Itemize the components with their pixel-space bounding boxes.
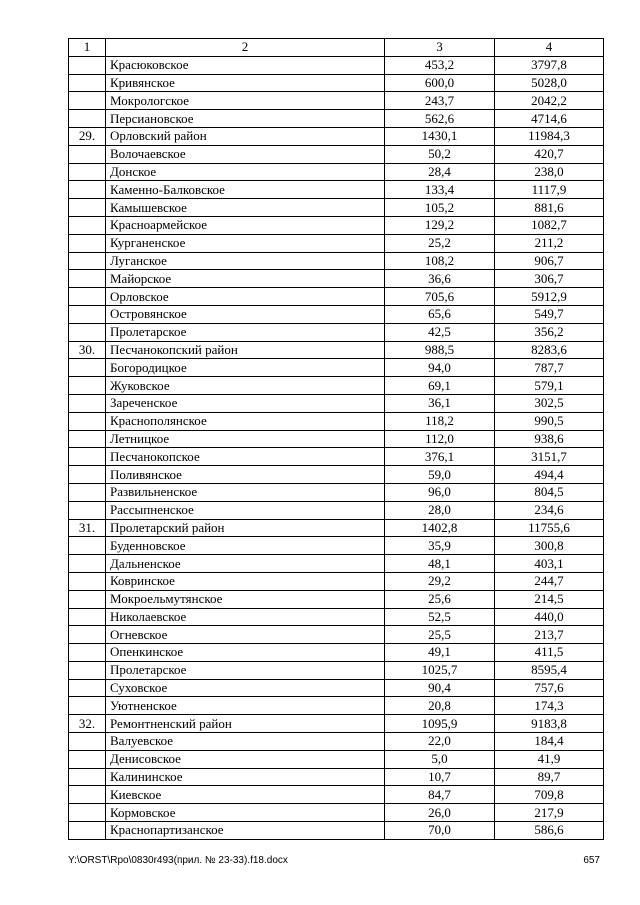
row-number xyxy=(69,56,106,74)
municipality-name: Курганенское xyxy=(106,234,385,252)
municipality-name: Опенкинское xyxy=(106,644,385,662)
value-col-4: 420,7 xyxy=(495,145,604,163)
value-col-3: 133,4 xyxy=(385,181,495,199)
table-row xyxy=(69,804,604,822)
municipality-name: Огневское xyxy=(106,626,385,644)
value-col-3: 1430,1 xyxy=(385,127,495,145)
table-row xyxy=(69,288,604,306)
value-col-3: 26,0 xyxy=(385,804,495,822)
value-col-3: 1402,8 xyxy=(385,519,495,537)
value-col-3: 562,6 xyxy=(385,110,495,128)
value-col-3: 50,2 xyxy=(385,145,495,163)
value-col-4: 709,8 xyxy=(495,786,604,804)
value-col-4: 1082,7 xyxy=(495,216,604,234)
value-col-4: 214,5 xyxy=(495,590,604,608)
municipality-name: Песчанокопское xyxy=(106,448,385,466)
value-col-4: 938,6 xyxy=(495,430,604,448)
value-col-3: 94,0 xyxy=(385,359,495,377)
value-col-3: 453,2 xyxy=(385,56,495,74)
row-number xyxy=(69,483,106,501)
table-row xyxy=(69,252,604,270)
value-col-4: 579,1 xyxy=(495,377,604,395)
row-number xyxy=(69,412,106,430)
header-col-3: 3 xyxy=(385,39,495,57)
value-col-4: 8283,6 xyxy=(495,341,604,359)
value-col-4: 213,7 xyxy=(495,626,604,644)
table-row xyxy=(69,608,604,626)
municipality-name: Ковринское xyxy=(106,572,385,590)
table-row xyxy=(69,661,604,679)
value-col-4: 440,0 xyxy=(495,608,604,626)
footer-page-number: 657 xyxy=(583,855,600,866)
value-col-4: 494,4 xyxy=(495,466,604,484)
table-row xyxy=(69,768,604,786)
municipality-name: Островянское xyxy=(106,305,385,323)
table-row xyxy=(69,92,604,110)
value-col-4: 804,5 xyxy=(495,483,604,501)
municipality-name: Орловское xyxy=(106,288,385,306)
value-col-4: 238,0 xyxy=(495,163,604,181)
data-table-body xyxy=(69,39,604,840)
table-row xyxy=(69,199,604,217)
table-row xyxy=(69,715,604,733)
table-row xyxy=(69,448,604,466)
municipality-name: Развильненское xyxy=(106,483,385,501)
value-col-3: 1095,9 xyxy=(385,715,495,733)
table-row xyxy=(69,74,604,92)
value-col-3: 705,6 xyxy=(385,288,495,306)
value-col-3: 84,7 xyxy=(385,786,495,804)
value-col-4: 244,7 xyxy=(495,572,604,590)
municipality-name: Николаевское xyxy=(106,608,385,626)
row-number xyxy=(69,804,106,822)
row-number xyxy=(69,377,106,395)
table-header-row xyxy=(69,39,604,57)
table-row xyxy=(69,377,604,395)
municipality-name: Рассыпненское xyxy=(106,501,385,519)
value-col-3: 25,2 xyxy=(385,234,495,252)
municipality-name: Суховское xyxy=(106,679,385,697)
value-col-4: 787,7 xyxy=(495,359,604,377)
row-number xyxy=(69,448,106,466)
table-row xyxy=(69,555,604,573)
row-number xyxy=(69,786,106,804)
value-col-3: 29,2 xyxy=(385,572,495,590)
row-number: 32. xyxy=(69,715,106,733)
table-row xyxy=(69,270,604,288)
municipality-name: Песчанокопский район xyxy=(106,341,385,359)
header-col-4: 4 xyxy=(495,39,604,57)
row-number xyxy=(69,822,106,840)
table-row xyxy=(69,110,604,128)
value-col-3: 42,5 xyxy=(385,323,495,341)
row-number xyxy=(69,234,106,252)
value-col-4: 586,6 xyxy=(495,822,604,840)
value-col-3: 243,7 xyxy=(385,92,495,110)
row-number xyxy=(69,679,106,697)
row-number xyxy=(69,661,106,679)
value-col-3: 22,0 xyxy=(385,733,495,751)
value-col-4: 300,8 xyxy=(495,537,604,555)
row-number: 31. xyxy=(69,519,106,537)
value-col-3: 35,9 xyxy=(385,537,495,555)
value-col-4: 906,7 xyxy=(495,252,604,270)
row-number xyxy=(69,74,106,92)
value-col-3: 36,6 xyxy=(385,270,495,288)
table-row xyxy=(69,733,604,751)
row-number xyxy=(69,181,106,199)
value-col-4: 211,2 xyxy=(495,234,604,252)
value-col-4: 4714,6 xyxy=(495,110,604,128)
value-col-3: 70,0 xyxy=(385,822,495,840)
row-number xyxy=(69,394,106,412)
municipality-name: Мокрологское xyxy=(106,92,385,110)
table-row xyxy=(69,359,604,377)
municipality-name: Донское xyxy=(106,163,385,181)
municipality-name: Киевское xyxy=(106,786,385,804)
municipality-name: Жуковское xyxy=(106,377,385,395)
row-number: 29. xyxy=(69,127,106,145)
row-number xyxy=(69,359,106,377)
row-number xyxy=(69,145,106,163)
row-number xyxy=(69,750,106,768)
municipality-name: Луганское xyxy=(106,252,385,270)
value-col-4: 411,5 xyxy=(495,644,604,662)
municipality-name: Зареченское xyxy=(106,394,385,412)
row-number xyxy=(69,555,106,573)
value-col-4: 2042,2 xyxy=(495,92,604,110)
row-number xyxy=(69,697,106,715)
municipality-name: Пролетарское xyxy=(106,323,385,341)
row-number xyxy=(69,305,106,323)
table-row xyxy=(69,430,604,448)
municipality-name: Кормовское xyxy=(106,804,385,822)
value-col-3: 65,6 xyxy=(385,305,495,323)
value-col-4: 8595,4 xyxy=(495,661,604,679)
table-row xyxy=(69,341,604,359)
row-number xyxy=(69,768,106,786)
value-col-3: 69,1 xyxy=(385,377,495,395)
table-row xyxy=(69,216,604,234)
value-col-3: 5,0 xyxy=(385,750,495,768)
value-col-3: 28,0 xyxy=(385,501,495,519)
municipality-name: Краснополянское xyxy=(106,412,385,430)
table-row xyxy=(69,786,604,804)
value-col-4: 3797,8 xyxy=(495,56,604,74)
table-row xyxy=(69,483,604,501)
value-col-4: 11755,6 xyxy=(495,519,604,537)
municipality-name: Красюковское xyxy=(106,56,385,74)
value-col-3: 25,6 xyxy=(385,590,495,608)
table-row xyxy=(69,626,604,644)
row-number xyxy=(69,110,106,128)
value-col-3: 90,4 xyxy=(385,679,495,697)
table-row xyxy=(69,590,604,608)
row-number xyxy=(69,163,106,181)
value-col-3: 118,2 xyxy=(385,412,495,430)
table-row xyxy=(69,466,604,484)
municipality-name: Майорское xyxy=(106,270,385,288)
value-col-4: 990,5 xyxy=(495,412,604,430)
value-col-3: 52,5 xyxy=(385,608,495,626)
value-col-3: 112,0 xyxy=(385,430,495,448)
value-col-3: 59,0 xyxy=(385,466,495,484)
municipality-name: Пролетарский район xyxy=(106,519,385,537)
row-number xyxy=(69,644,106,662)
municipality-name: Уютненское xyxy=(106,697,385,715)
row-number xyxy=(69,608,106,626)
table-row xyxy=(69,412,604,430)
table-row xyxy=(69,822,604,840)
row-number xyxy=(69,590,106,608)
value-col-4: 403,1 xyxy=(495,555,604,573)
municipality-name: Валуевское xyxy=(106,733,385,751)
value-col-4: 306,7 xyxy=(495,270,604,288)
municipality-name: Дальненское xyxy=(106,555,385,573)
row-number xyxy=(69,288,106,306)
row-number xyxy=(69,323,106,341)
municipality-name: Буденновское xyxy=(106,537,385,555)
header-col-1: 1 xyxy=(69,39,106,57)
municipality-name: Ремонтненский район xyxy=(106,715,385,733)
table-row xyxy=(69,181,604,199)
table-row xyxy=(69,750,604,768)
value-col-4: 5912,9 xyxy=(495,288,604,306)
municipality-name: Кривянское xyxy=(106,74,385,92)
municipality-name: Краснопартизанское xyxy=(106,822,385,840)
table-row xyxy=(69,501,604,519)
table-row xyxy=(69,394,604,412)
value-col-4: 11984,3 xyxy=(495,127,604,145)
row-number xyxy=(69,252,106,270)
value-col-3: 1025,7 xyxy=(385,661,495,679)
footer-file-path: Y:\ORST\Rpo\0830r493(прил. № 23-33).f18.docx xyxy=(68,855,288,866)
data-table xyxy=(68,38,604,840)
row-number xyxy=(69,199,106,217)
value-col-4: 234,6 xyxy=(495,501,604,519)
table-row xyxy=(69,145,604,163)
value-col-4: 217,9 xyxy=(495,804,604,822)
table-row xyxy=(69,679,604,697)
row-number xyxy=(69,626,106,644)
value-col-4: 41,9 xyxy=(495,750,604,768)
municipality-name: Калининское xyxy=(106,768,385,786)
table-row xyxy=(69,234,604,252)
municipality-name: Мокроельмутянское xyxy=(106,590,385,608)
value-col-4: 89,7 xyxy=(495,768,604,786)
table-row xyxy=(69,127,604,145)
municipality-name: Каменно-Балковское xyxy=(106,181,385,199)
value-col-4: 174,3 xyxy=(495,697,604,715)
municipality-name: Персиановское xyxy=(106,110,385,128)
table-row xyxy=(69,163,604,181)
row-number: 30. xyxy=(69,341,106,359)
value-col-3: 28,4 xyxy=(385,163,495,181)
value-col-3: 48,1 xyxy=(385,555,495,573)
table-row xyxy=(69,644,604,662)
municipality-name: Летницкое xyxy=(106,430,385,448)
row-number xyxy=(69,733,106,751)
value-col-3: 105,2 xyxy=(385,199,495,217)
municipality-name: Волочаевское xyxy=(106,145,385,163)
row-number xyxy=(69,501,106,519)
value-col-3: 129,2 xyxy=(385,216,495,234)
value-col-3: 49,1 xyxy=(385,644,495,662)
value-col-4: 881,6 xyxy=(495,199,604,217)
value-col-3: 25,5 xyxy=(385,626,495,644)
value-col-4: 3151,7 xyxy=(495,448,604,466)
table-row xyxy=(69,305,604,323)
value-col-4: 302,5 xyxy=(495,394,604,412)
row-number xyxy=(69,537,106,555)
row-number xyxy=(69,270,106,288)
value-col-3: 988,5 xyxy=(385,341,495,359)
row-number xyxy=(69,216,106,234)
row-number xyxy=(69,430,106,448)
municipality-name: Богородицкое xyxy=(106,359,385,377)
row-number xyxy=(69,466,106,484)
value-col-3: 10,7 xyxy=(385,768,495,786)
municipality-name: Красноармейское xyxy=(106,216,385,234)
value-col-4: 184,4 xyxy=(495,733,604,751)
value-col-4: 757,6 xyxy=(495,679,604,697)
municipality-name: Орловский район xyxy=(106,127,385,145)
header-col-2: 2 xyxy=(106,39,385,57)
value-col-4: 1117,9 xyxy=(495,181,604,199)
value-col-3: 108,2 xyxy=(385,252,495,270)
value-col-3: 20,8 xyxy=(385,697,495,715)
value-col-4: 356,2 xyxy=(495,323,604,341)
municipality-name: Поливянское xyxy=(106,466,385,484)
municipality-name: Денисовское xyxy=(106,750,385,768)
value-col-4: 549,7 xyxy=(495,305,604,323)
value-col-4: 9183,8 xyxy=(495,715,604,733)
row-number xyxy=(69,92,106,110)
value-col-3: 96,0 xyxy=(385,483,495,501)
value-col-3: 36,1 xyxy=(385,394,495,412)
table-row xyxy=(69,519,604,537)
municipality-name: Пролетарское xyxy=(106,661,385,679)
table-row xyxy=(69,537,604,555)
table-row xyxy=(69,56,604,74)
table-row xyxy=(69,697,604,715)
table-row xyxy=(69,572,604,590)
table-row xyxy=(69,323,604,341)
value-col-3: 600,0 xyxy=(385,74,495,92)
value-col-3: 376,1 xyxy=(385,448,495,466)
municipality-name: Камышевское xyxy=(106,199,385,217)
value-col-4: 5028,0 xyxy=(495,74,604,92)
row-number xyxy=(69,572,106,590)
